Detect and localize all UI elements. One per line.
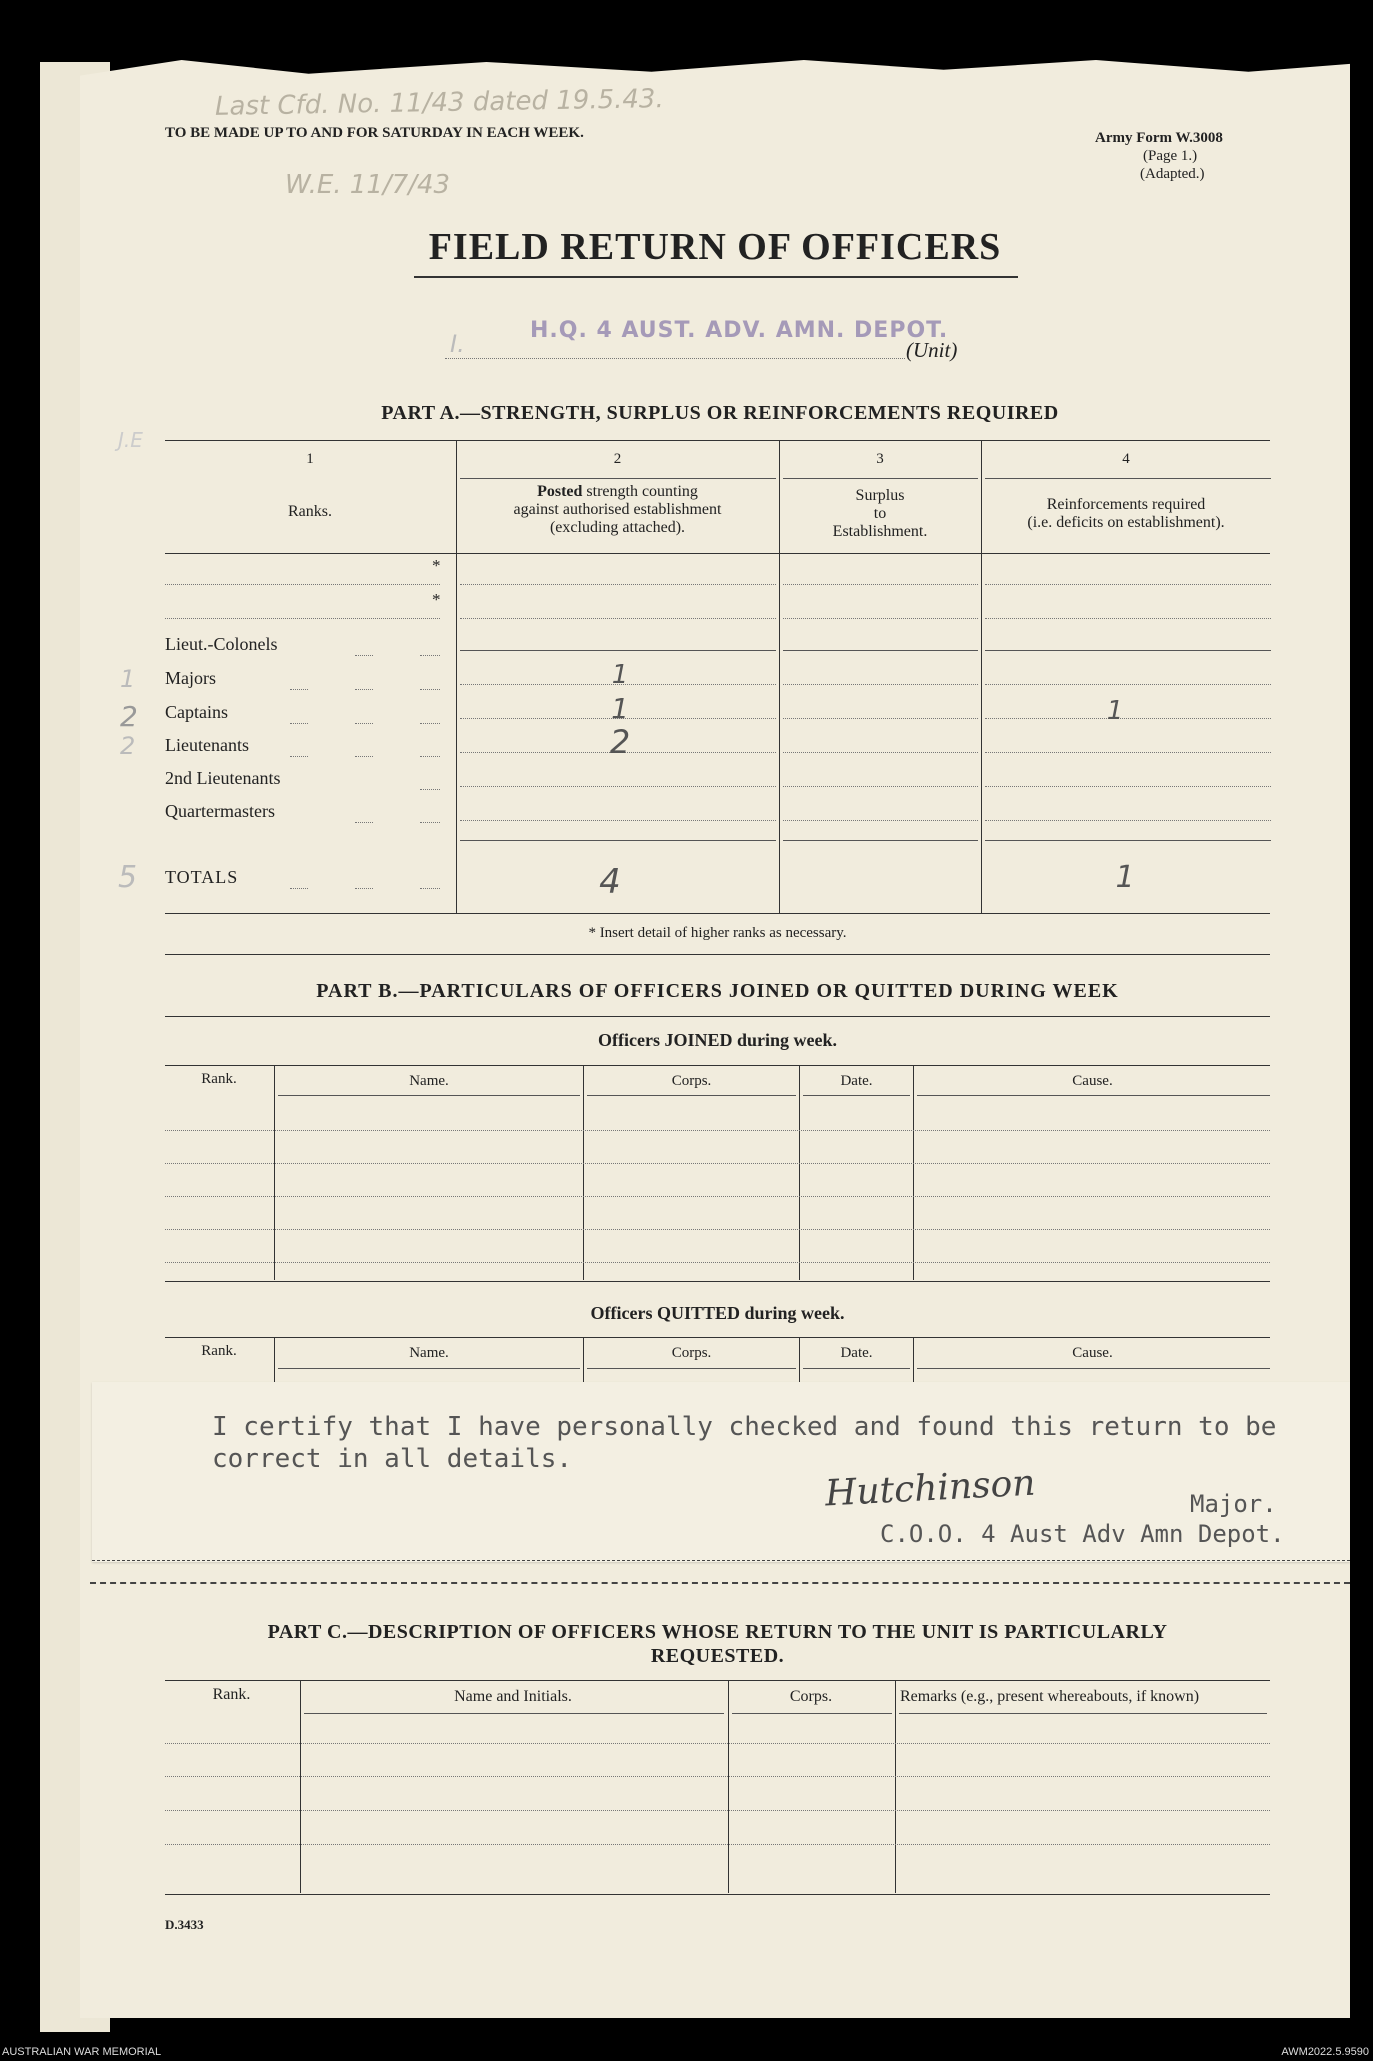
quitted-col-name: Name. xyxy=(409,1345,449,1361)
grid-rule xyxy=(985,650,1271,651)
grid-rule xyxy=(783,840,978,841)
quitted-col-rank: Rank. xyxy=(201,1343,237,1359)
grid-dot xyxy=(985,786,1271,787)
form-number: Army Form W.3008 xyxy=(1095,130,1223,146)
grid-dot xyxy=(783,718,978,719)
grid-dot xyxy=(985,584,1271,585)
leader-dot xyxy=(355,655,373,656)
quitted-col-date: Date. xyxy=(840,1345,873,1361)
part-c-row xyxy=(165,1743,1270,1744)
leader-dot xyxy=(355,689,373,690)
certificate-rank: Major. xyxy=(1190,1490,1277,1518)
leader-dot xyxy=(355,822,373,823)
header-posted-rest: strength counting xyxy=(586,483,698,500)
quitted-top-rule xyxy=(165,1337,1270,1338)
grid-rule xyxy=(803,1368,910,1369)
grid-dot xyxy=(783,618,978,619)
joined-row xyxy=(165,1229,1270,1230)
grid-dot xyxy=(985,684,1271,685)
joined-top-rule xyxy=(165,1065,1270,1066)
joined-col-date: Date. xyxy=(840,1073,873,1089)
part-c-heading-line1: PART C.—DESCRIPTION OF OFFICERS WHOSE RETURN TO THE UNIT IS PARTICULARLY xyxy=(267,1621,1168,1643)
reinf-captains: 1 xyxy=(1106,696,1124,726)
joined-heading: Officers JOINED during week. xyxy=(598,1030,837,1050)
col2-number-rule xyxy=(460,478,776,479)
grid-rule xyxy=(587,1095,796,1096)
quitted-heading: Officers QUITTED during week. xyxy=(590,1303,845,1323)
grid-rule xyxy=(304,1713,724,1714)
form-adapted: (Adapted.) xyxy=(1140,166,1205,182)
header-posted-bold: Posted xyxy=(537,483,583,500)
grid-rule xyxy=(460,840,776,841)
total-reinf: 1 xyxy=(1115,860,1135,895)
grid-rule xyxy=(732,1713,892,1714)
leader-dot xyxy=(290,888,308,889)
col-number-4: 4 xyxy=(1122,451,1130,467)
total-posted: 4 xyxy=(599,862,621,902)
part-c-col-remarks: Remarks (e.g., present whereabouts, if known) xyxy=(900,1688,1200,1705)
posted-captains: 1 xyxy=(611,692,629,725)
handwritten-mark: I. xyxy=(450,330,465,358)
form-page-number: (Page 1.) xyxy=(1143,148,1198,164)
part-c-row xyxy=(165,1844,1270,1845)
joined-row xyxy=(165,1262,1270,1263)
margin-captains: 2 xyxy=(120,700,138,733)
grid-dot xyxy=(460,584,776,585)
posted-majors: 1 xyxy=(611,660,629,690)
part-c-vline-1 xyxy=(300,1680,301,1893)
part-b-rule xyxy=(165,1016,1270,1017)
part-c-top-rule xyxy=(165,1680,1270,1681)
part-c-col-corps: Corps. xyxy=(789,1688,833,1705)
header-reinf-l2: (i.e. deficits on establishment). xyxy=(1027,514,1225,531)
margin-mark: J.E xyxy=(118,428,143,452)
archive-credit: AUSTRALIAN WAR MEMORIAL xyxy=(2,2046,162,2058)
part-a-footnote: * Insert detail of higher ranks as necessary. xyxy=(588,925,847,941)
leader-dot xyxy=(420,888,440,889)
col-number-3: 3 xyxy=(876,451,884,467)
certificate-office: C.O.O. 4 Aust Adv Amn Depot. xyxy=(880,1520,1285,1548)
grid-rule xyxy=(917,1095,1270,1096)
quitted-vline-1 xyxy=(274,1337,275,1382)
totals-label: TOTALS xyxy=(165,867,239,887)
part-c-vline-3 xyxy=(895,1680,896,1893)
col4-number-rule xyxy=(985,478,1271,479)
unit-line xyxy=(445,358,905,359)
part-a-heading: PART A.—STRENGTH, SURPLUS OR REINFORCEMENTS REQUIRED xyxy=(381,402,1059,424)
rank-majors: Majors xyxy=(165,668,216,688)
grid-rule xyxy=(783,650,978,651)
part-c-row xyxy=(165,1776,1270,1777)
leader-dot xyxy=(420,822,440,823)
grid-dot xyxy=(460,786,776,787)
joined-col-rank: Rank. xyxy=(201,1071,237,1087)
joined-row xyxy=(165,1196,1270,1197)
joined-bottom-rule xyxy=(165,1281,1270,1282)
rank-quartermasters: Quartermasters xyxy=(165,801,275,821)
header-surplus-l1: Surplus xyxy=(855,487,905,504)
leader-dot xyxy=(290,756,308,757)
grid-dot xyxy=(985,618,1271,619)
part-b-heading: PART B.—PARTICULARS OF OFFICERS JOINED OR QUITTED DURING WEEK xyxy=(316,980,1119,1002)
leader-dot xyxy=(355,888,373,889)
rank-captains: Captains xyxy=(165,702,228,722)
col-number-1: 1 xyxy=(306,451,314,467)
col-number-2: 2 xyxy=(613,451,622,467)
part-a-top-rule xyxy=(165,440,1270,441)
grid-dot xyxy=(985,820,1271,821)
joined-col-cause: Cause. xyxy=(1072,1073,1113,1089)
grid-dot xyxy=(783,684,978,685)
title-underline xyxy=(414,276,1018,278)
certificate-line-1: I certify that I have personally checked and found this return to be xyxy=(212,1412,1277,1442)
slip-bottom-edge xyxy=(92,1560,1350,1561)
header-surplus xyxy=(779,487,981,541)
part-c-heading xyxy=(165,1620,1270,1668)
rank-2nd-lieutenants: 2nd Lieutenants xyxy=(165,768,281,788)
grid-dot xyxy=(985,752,1271,753)
joined-row xyxy=(165,1163,1270,1164)
rank-lieut-colonels: Lieut.-Colonels xyxy=(165,634,278,654)
header-surplus-l3: Establishment. xyxy=(832,523,928,540)
grid-rule xyxy=(899,1713,1267,1714)
grid-rule xyxy=(278,1368,580,1369)
joined-vline-3 xyxy=(799,1065,800,1280)
leader-dot xyxy=(290,689,308,690)
part-a-header-rule xyxy=(165,553,1270,554)
rank-blank-row-2 xyxy=(165,618,440,619)
leader-dot xyxy=(420,789,440,790)
leader-dot xyxy=(420,723,440,724)
header-surplus-l2: to xyxy=(873,505,887,522)
header-posted-line2: against authorised establishment xyxy=(513,501,722,518)
margin-lieutenants: 2 xyxy=(120,732,136,760)
signature: Hutchinson xyxy=(824,1462,1037,1515)
part-c-vline-2 xyxy=(728,1680,729,1893)
leader-dot xyxy=(420,756,440,757)
archive-id: AWM2022.5.9590 xyxy=(1281,2046,1369,2058)
leader-dot xyxy=(355,756,373,757)
form-instruction: TO BE MADE UP TO AND FOR SATURDAY IN EACH WEEK. xyxy=(165,125,584,141)
unit-label: (Unit) xyxy=(906,338,958,362)
footer-code: D.3433 xyxy=(165,1917,204,1932)
part-a-footnote-rule xyxy=(165,954,1270,955)
rank-blank-row-1 xyxy=(165,584,440,585)
header-reinforcements xyxy=(981,496,1271,532)
joined-row xyxy=(165,1130,1270,1131)
grid-dot xyxy=(783,584,978,585)
grid-rule xyxy=(278,1095,580,1096)
asterisk-1: * xyxy=(432,556,441,575)
grid-dot xyxy=(783,752,978,753)
leader-dot xyxy=(355,723,373,724)
margin-majors: 1 xyxy=(120,665,136,693)
leader-dot xyxy=(290,723,308,724)
header-ranks: Ranks. xyxy=(288,503,332,520)
handwritten-note-1: Last Cfd. No. 11/43 dated 19.5.43. xyxy=(214,84,664,122)
handwritten-note-2: W.E. 11/7/43 xyxy=(285,170,451,200)
quitted-col-corps: Corps. xyxy=(671,1345,712,1361)
grid-dot xyxy=(460,820,776,821)
joined-vline-2 xyxy=(583,1065,584,1280)
leader-dot xyxy=(420,655,440,656)
part-c-col-name: Name and Initials. xyxy=(454,1688,572,1705)
unit-stamp: H.Q. 4 AUST. ADV. AMN. DEPOT. xyxy=(530,318,949,343)
joined-col-name: Name. xyxy=(409,1073,449,1089)
grid-dot xyxy=(783,820,978,821)
grid-rule xyxy=(587,1368,796,1369)
header-reinf-l1: Reinforcements required xyxy=(1046,496,1206,513)
quitted-vline-4 xyxy=(913,1337,914,1382)
asterisk-2: * xyxy=(432,590,441,609)
part-c-bottom-rule xyxy=(165,1894,1270,1895)
grid-rule xyxy=(460,650,776,651)
page-title: FIELD RETURN OF OFFICERS xyxy=(428,226,1002,268)
part-a-bottom-rule xyxy=(165,913,1270,914)
grid-rule xyxy=(803,1095,910,1096)
leader-dot xyxy=(420,689,440,690)
header-posted-line3: (excluding attached). xyxy=(549,519,686,536)
grid-rule xyxy=(917,1368,1270,1369)
quitted-col-cause: Cause. xyxy=(1072,1345,1113,1361)
grid-dot xyxy=(783,786,978,787)
col3-number-rule xyxy=(783,478,978,479)
quitted-vline-3 xyxy=(799,1337,800,1382)
quitted-vline-2 xyxy=(583,1337,584,1382)
joined-vline-4 xyxy=(913,1065,914,1280)
posted-lieutenants: 2 xyxy=(609,723,631,761)
part-c-heading-line2: REQUESTED. xyxy=(650,1645,785,1667)
grid-dot xyxy=(460,618,776,619)
grid-rule xyxy=(985,840,1271,841)
joined-col-corps: Corps. xyxy=(671,1073,712,1089)
certificate-line-2: correct in all details. xyxy=(212,1444,573,1474)
part-c-col-rank: Rank. xyxy=(212,1686,251,1703)
rank-lieutenants: Lieutenants xyxy=(165,735,249,755)
part-c-row xyxy=(165,1810,1270,1811)
margin-total: 5 xyxy=(118,860,138,895)
perforation-line xyxy=(90,1582,1350,1584)
header-posted xyxy=(456,483,779,537)
joined-vline-1 xyxy=(274,1065,275,1280)
